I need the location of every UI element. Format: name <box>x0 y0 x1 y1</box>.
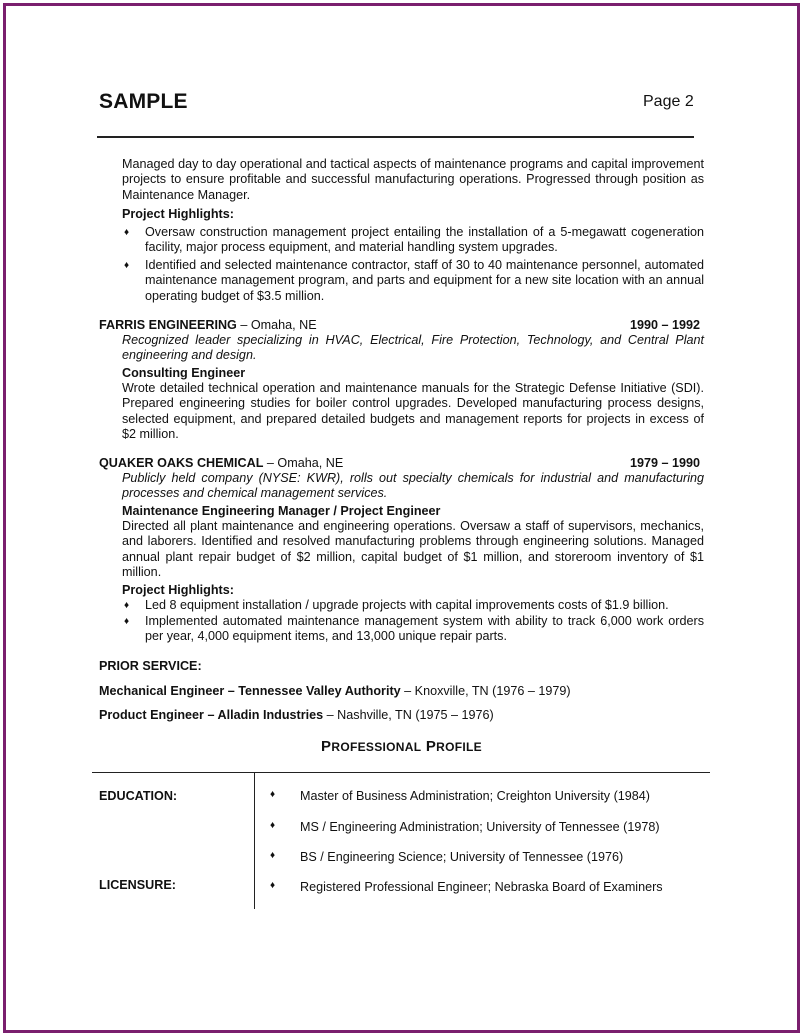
farris-company: FARRIS ENGINEERING <box>99 318 237 332</box>
diamond-bullet-icon: ♦ <box>270 850 276 861</box>
farris-role: Consulting Engineer <box>122 366 246 380</box>
professional-profile-heading: PROFESSIONAL PROFILE <box>321 738 482 755</box>
diamond-bullet-icon: ♦ <box>124 227 130 238</box>
quaker-bullet <box>124 598 704 613</box>
intro-bullet-text: Identified and selected maintenance contractor, staff of 30 to 40 maintenance personnel, automated maintenance management program, and parts and equipment for a new site location with an annual operating budget of $3.5 million. <box>145 258 704 303</box>
profile-column-divider <box>254 772 255 909</box>
quaker-bullet-text: Led 8 equipment installation / upgrade projects with capital improvements costs of $1.9 billion. <box>145 598 669 612</box>
education-label: EDUCATION: <box>99 789 178 803</box>
farris-description: Recognized leader specializing in HVAC, Electrical, Fire Protection, Technology, and Central Plant engineering and design. <box>122 333 704 363</box>
quaker-bullet <box>124 614 704 645</box>
licensure-label: LICENSURE: <box>99 878 176 892</box>
quaker-bullet-text: Implemented automated maintenance management system with ability to track 6,000 work orders per year, 4,000 equipment items, and 13,000 unique repair parts. <box>145 614 704 644</box>
diamond-bullet-icon: ♦ <box>270 789 276 800</box>
farris-heading <box>99 318 317 332</box>
prior-service-title: Mechanical Engineer – Tennessee Valley Authority <box>99 684 401 698</box>
intro-highlights-label: Project Highlights: <box>122 207 234 221</box>
quaker-company: QUAKER OAKS CHEMICAL <box>99 456 264 470</box>
page-number: Page 2 <box>643 93 694 110</box>
intro-bullet <box>124 258 704 304</box>
quaker-role: Maintenance Engineering Manager / Project Engineer <box>122 504 441 518</box>
quaker-paragraph: Directed all plant maintenance and engineering operations. Oversaw a staff of supervisors, mechanics, and laborers. Identified and resolved manufacturing problems through engineering solutions. Managed annual plant repair budget of $2 million, capital budget of $1 million, and storeroom inventory of $1 million. <box>122 519 704 579</box>
prior-service-label: PRIOR SERVICE: <box>99 659 202 673</box>
education-item: ♦ MS / Engineering Administration; University of Tennessee (1978) <box>270 820 660 834</box>
farris-paragraph: Wrote detailed technical operation and maintenance manuals for the Strategic Defense Initiative (SDI). Prepared engineering studies for boiler control upgrades. Developed manufacturing process designs, selected equipment, and prepared detailed budgets and management reports for projects in excess of $2 million. <box>122 381 704 441</box>
farris-dates: 1990 – 1992 <box>630 318 701 332</box>
education-item: ♦ BS / Engineering Science; University of Tennessee (1976) <box>270 850 624 864</box>
intro-bullet-text: Oversaw construction management project entailing the installation of a 5-megawatt cogeneration facility, major process equipment, and material handling system upgrades. <box>145 225 704 255</box>
quaker-description: Publicly held company (NYSE: KWR), rolls out specialty chemicals for industrial and manufacturing processes and chemical management services. <box>122 471 704 501</box>
page-title: SAMPLE <box>99 90 188 113</box>
licensure-item: ♦ Registered Professional Engineer; Nebraska Board of Examiners <box>270 880 663 894</box>
diamond-bullet-icon: ♦ <box>124 600 130 611</box>
diamond-bullet-icon: ♦ <box>124 260 130 271</box>
farris-location: – Omaha, NE <box>236 318 317 332</box>
quaker-dates: 1979 – 1990 <box>630 456 701 470</box>
quaker-location: – Omaha, NE <box>263 456 344 470</box>
prior-service-detail: – Nashville, TN (1975 – 1976) <box>323 708 494 722</box>
header-divider <box>97 136 694 138</box>
quaker-heading <box>99 456 343 470</box>
intro-bullet <box>124 225 704 256</box>
diamond-bullet-icon: ♦ <box>124 616 130 627</box>
diamond-bullet-icon: ♦ <box>270 820 276 831</box>
quaker-highlights-label: Project Highlights: <box>122 583 234 597</box>
education-item: ♦ Master of Business Administration; Creighton University (1984) <box>270 789 650 803</box>
diamond-bullet-icon: ♦ <box>270 880 276 891</box>
prior-service-item <box>99 684 571 698</box>
prior-service-item <box>99 708 494 722</box>
prior-service-detail: – Knoxville, TN (1976 – 1979) <box>400 684 571 698</box>
prior-service-title: Product Engineer – Alladin Industries <box>99 708 324 722</box>
profile-divider <box>92 772 710 773</box>
intro-paragraph: Managed day to day operational and tactical aspects of maintenance programs and capital improvement projects to ensure profitable and successful manufacturing operations. Progressed through position as Maintenance Manager. <box>122 157 704 202</box>
